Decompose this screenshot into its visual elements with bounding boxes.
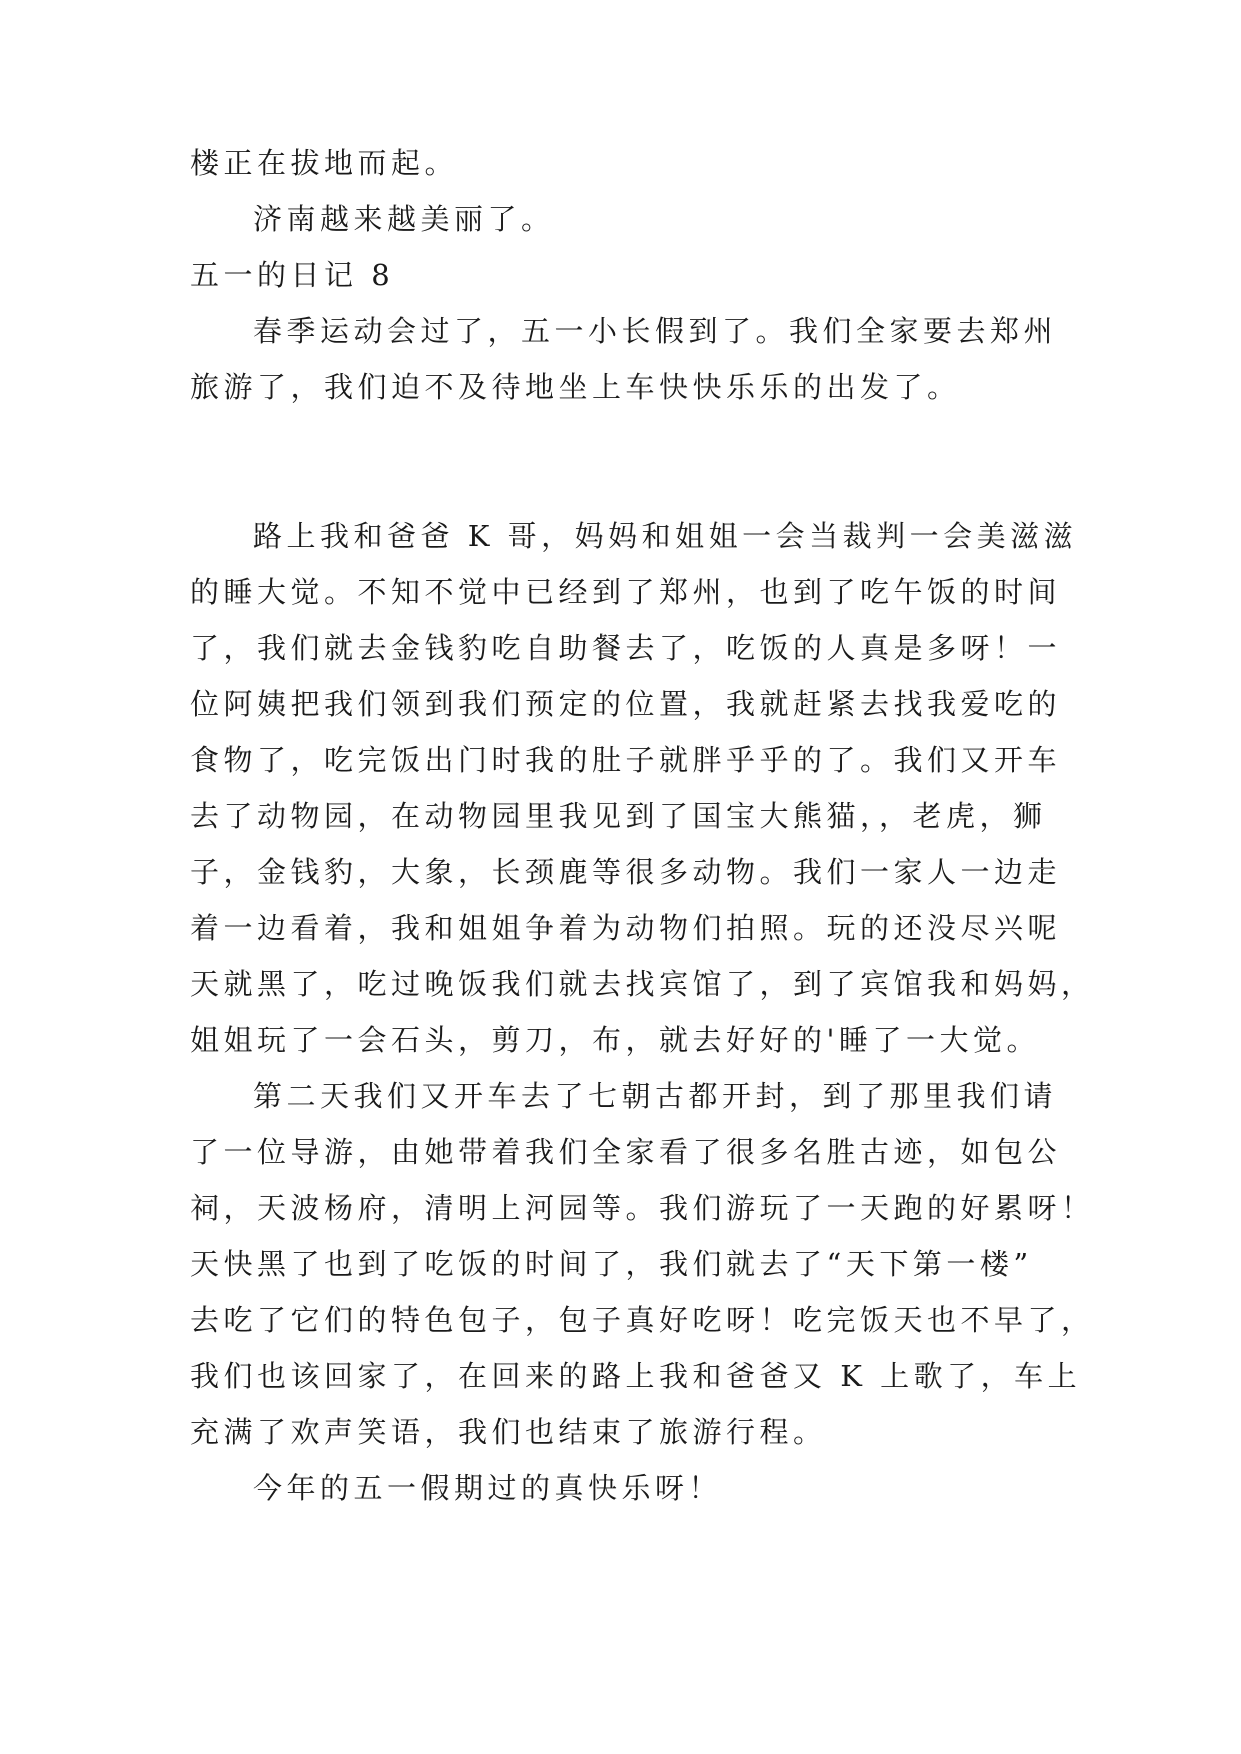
text-line: 食物了，吃完饭出门时我的肚子就胖乎乎的了。我们又开车 (190, 743, 1062, 777)
text-line: 天快黑了也到了吃饭的时间了，我们就去了“天下第一楼” (190, 1247, 1033, 1281)
text-line: 去吃了它们的特色包子，包子真好吃呀！吃完饭天也不早了， (190, 1303, 1095, 1337)
text-line: 春季运动会过了，五一小长假到了。我们全家要去郑州 (253, 314, 1058, 348)
text-line: 了，我们就去金钱豹吃自助餐去了，吃饭的人真是多呀！一 (190, 631, 1062, 665)
text-line: 路上我和爸爸 K 哥，妈妈和姐姐一会当裁判一会美滋滋 (253, 519, 1078, 553)
text-line: 第二天我们又开车去了七朝古都开封，到了那里我们请 (253, 1079, 1058, 1113)
text-line: 子，金钱豹，大象，长颈鹿等很多动物。我们一家人一边走 (190, 855, 1062, 889)
text-line: 我们也该回家了，在回来的路上我和爸爸又 K 上歌了，车上 (190, 1359, 1082, 1393)
text-line: 楼正在拔地而起。 (190, 146, 459, 180)
text-line: 着一边看着，我和姐姐争着为动物们拍照。玩的还没尽兴呢 (190, 911, 1062, 945)
text-line: 济南越来越美丽了。 (253, 202, 555, 236)
section-heading: 五一的日记 8 (190, 258, 395, 292)
text-line: 了一位导游，由她带着我们全家看了很多名胜古迹，如包公 (190, 1135, 1062, 1169)
text-line: 祠，天波杨府，清明上河园等。我们游玩了一天跑的好累呀！ (190, 1191, 1095, 1225)
text-line: 天就黑了，吃过晚饭我们就去找宾馆了，到了宾馆我和妈妈， (190, 967, 1095, 1001)
text-line: 位阿姨把我们领到我们预定的位置，我就赶紧去找我爱吃的 (190, 687, 1062, 721)
text-line: 的睡大觉。不知不觉中已经到了郑州，也到了吃午饭的时间 (190, 575, 1062, 609)
text-line: 旅游了，我们迫不及待地坐上车快快乐乐的出发了。 (190, 370, 961, 404)
text-line: 今年的五一假期过的真快乐呀！ (253, 1471, 723, 1505)
text-line: 充满了欢声笑语，我们也结束了旅游行程。 (190, 1415, 827, 1449)
text-line: 姐姐玩了一会石头，剪刀，布，就去好好的'睡了一大觉。 (190, 1023, 1040, 1057)
text-line: 去了动物园，在动物园里我见到了国宝大熊猫，，老虎，狮 (190, 799, 1047, 833)
